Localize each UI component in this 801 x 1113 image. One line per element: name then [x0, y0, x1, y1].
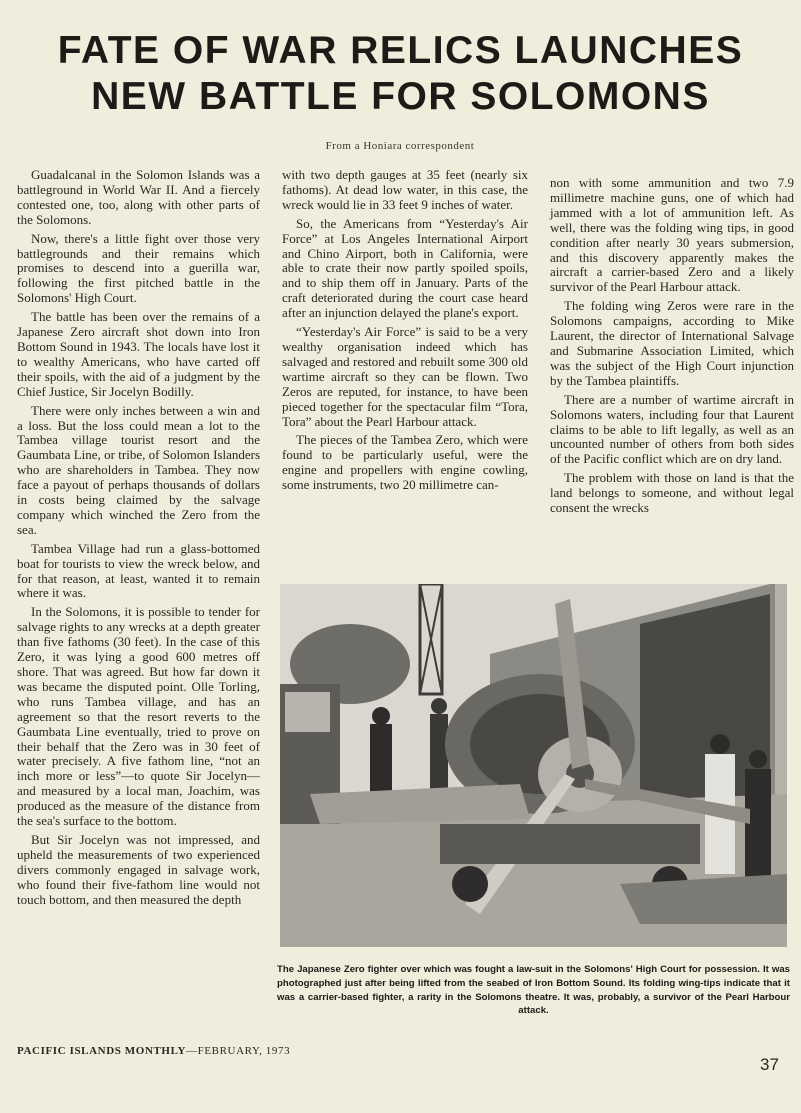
footer-magazine-info	[17, 1045, 290, 1057]
page-number: 37	[760, 1055, 779, 1074]
headline-line-1: FATE OF WAR RELICS LAUNCHES	[57, 29, 744, 72]
paragraph: The problem with those on land is that the land belongs to someone, and without legal consent the wrecks	[550, 470, 794, 516]
issue-date: —FEBRUARY, 1973	[186, 1045, 291, 1057]
paragraph: There were only inches between a win and a loss. But the loss could mean a lot to the Tambea village tourist resort and the Gaumbata Line, or tribe, of Solomon Islanders who are shareholders in Tambea. They now face a payout of perhaps thousands of dollars in costs being claimed by the salvage company which winched the Zero from the sea.	[17, 402, 260, 537]
article-column-2	[282, 168, 528, 497]
photo-caption: The Japanese Zero fighter over which was fought a law-suit in the Solomons' High Court for possession. It was photographed just after being lifted from the seabed of Iron Bottom Sound. Its folding wing-tips indicate that it was a carrier-based fighter, a rarity in the Solomons theatre. It was, probably, a survivor of the Pearl Harbour attack.	[277, 964, 790, 1017]
paragraph: So, the Americans from “Yesterday's Air Force” at Los Angeles International Airport and Chino Airport, both in California, were able to crate their now partly spoiled spoils, and to ship them off in January. Parts of the craft deteriorated during the court case heard after an injunction delayed the plane's export.	[282, 215, 528, 321]
paragraph: “Yesterday's Air Force” is said to be a very wealthy organisation indeed which has salvaged and restored and rebuilt some 300 old wartime aircraft so they can be flown. Two Zeros are reputed, for instance, to have been pieced together for the spectacular film “Tora, Tora” about the Pearl Harbour attack.	[282, 324, 528, 429]
paragraph: with two depth gauges at 35 feet (nearly six fathoms). At dead low water, in this case, the wreck would lie in 33 feet 9 inches of water.	[282, 167, 528, 212]
article-column-3	[550, 176, 794, 520]
paragraph: In the Solomons, it is possible to tender for salvage rights to any wrecks at a depth greater than five fathoms (30 feet). In the case of this Zero, it was lying a good 600 metres off shore. That was agreed. But how far down it was became the disputed point. Olle Torling, who runs Tambea village, and has an agreement so that the resort reverts to the Gaumbata Line eventually, tried to prove on their behalf that the Zero was in 30 feet of water precisely. A five fathom line, “not an inch more or less”—to quote Sir Jocelyn—and measured by a local man, Joachim, was produced as the measure of the distance from the sea's surface to the bottom.	[17, 604, 260, 829]
paragraph: non with some ammunition and two 7.9 millimetre machine guns, one of which had jammed with a lot of ammunition left. As well, there was the folding wing tips, in good condition after nearly 30 years submersion, and this discovery apparently makes the aircraft a carrier-based Zero and a likely survivor of the Pearl Harbour attack.	[550, 175, 794, 295]
paragraph: But Sir Jocelyn was not impressed, and upheld the measurements of two experienced divers commonly engaged in salvage work, who found their five-fathom line would not touch bottom, and then measured the depth	[17, 831, 260, 907]
byline: From a Honiara correspondent	[325, 140, 475, 152]
headline	[30, 28, 771, 120]
paragraph: The battle has been over the remains of a Japanese Zero aircraft shot down into Iron Bottom Sound in 1943. The locals have lost it to wealthy Americans, who have carted off their spoils, with the aid of a judgment by the Chief Justice, Sir Jocelyn Bodilly.	[17, 309, 260, 399]
paragraph: There are a number of wartime aircraft in Solomons waters, including four that Laurent claims to be able to lift legally, as well as an uncounted number of others from both sides of the Pacific conflict which are on dry land.	[550, 391, 794, 467]
paragraph: Tambea Village had run a glass-bottomed boat for tourists to view the wreck below, and for that reason, at least, wanted it to remain where it was.	[17, 540, 260, 601]
paragraph: Guadalcanal in the Solomon Islands was a battleground in World War II. And a fiercely contested one, too, along with other parts of the Solomons.	[17, 167, 260, 227]
paragraph: Now, there's a little fight over those very battlegrounds and their remains which promises to descend into a guerilla war, following the first pitched battle in the Solomons' High Court.	[17, 230, 260, 306]
headline-line-2: NEW BATTLE FOR SOLOMONS	[91, 75, 710, 118]
magazine-name: PACIFIC ISLANDS MONTHLY	[17, 1045, 187, 1057]
paragraph: The pieces of the Tambea Zero, which were found to be particularly useful, were the engine and propellers with engine cowling, some instruments, two 20 millimetre can-	[282, 432, 528, 493]
paragraph: The folding wing Zeros were rare in the Solomons campaigns, according to Mike Laurent, the director of International Salvage and Submarine Association Limited, which was the subject of the High Court injunction by the Tambea plaintiffs.	[550, 298, 794, 388]
zero-aircraft-photo	[280, 584, 787, 947]
article-column-1	[17, 168, 260, 912]
